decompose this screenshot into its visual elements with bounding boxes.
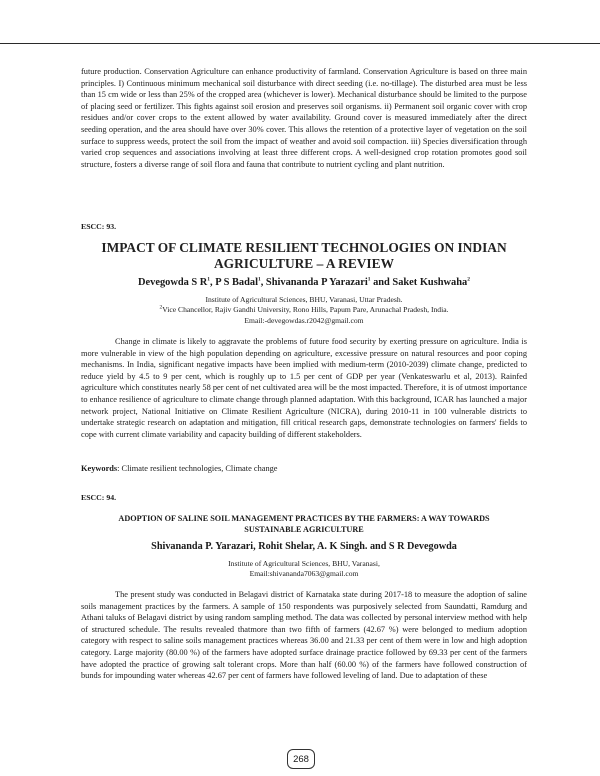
abstract-93-keywords <box>81 463 527 474</box>
abstract-93-id: ESCC: 93. <box>81 222 117 231</box>
affiliation-line-2-sup: 2 <box>159 304 163 311</box>
abstract-93-author-list <box>81 276 527 289</box>
abstract-93-title-line2: AGRICULTURE – A REVIEW <box>214 255 394 271</box>
author-1-sup: 1 <box>207 276 211 283</box>
abstract-94-author-list: Shivananda P. Yarazari, Rohit Shelar, A. K Singh. and S R Devegowda <box>151 541 457 552</box>
abstract-94-title <box>81 514 527 535</box>
abstract-93-body: Change in climate is likely to aggravate the problems of future food security by exerting pressure on agriculture. India is more vulnerable in view of the high population depending on agriculture, excessive pressure on natural resources and poor coping mechanisms. In India, significant negative impacts have been implied with medium-term (2010-2039) climate change, predicted to reduce yield by 4.5 to 9 per cent, which is roughly up to 1.5 per cent of GDP per year (Venkateswarlu et al, 2013). Rainfed agriculture which constitutes nearly 58 per cent of net cultivated area will be the most impacted. Therefore, it is of utmost importance to enhance resilience of agriculture to climate change through planned adaptation. With this background, ICAR has launched a major network project, National Initiative on Climate Resilient Agriculture (NICRA), during 2010-11 in 100 vulnerable districts to undertake strategic research on adaptation and mitigation, fill critical research gaps, demonstrate technologies on farmers' fields to cope with current climate variability and capacity building of different stakeholders. <box>81 337 527 439</box>
abstract-94-body: The present study was conducted in Belagavi district of Karnataka state during 2017-18 to measure the adoption of saline soils management practices by the farmers. A sample of 150 respondents was purposively selected from Saundatti, Ramdurg and Athani taluks of Belagavi district by using random sampling method. The data was collected by personal interview method with help of structured schedule. The results revealed thatmore than two fifth of farmers (42.67 %) were belonged to medium adoption category with respect to saline soils management practices whereas 36.00 and 21.33 per cent of them were in low and high adoption category. Large majority (80.00 %) of the farmers have adopted surface drainage practice followed by 69.33 per cent of the farmers have adopted the practice of growing salt tolerant crops. More than half (60.00 %) of the farmers have followed construction of bunds for impounding water whereas 42.67 per cent of farmers have followed leveling of land. Due to adaptation of these <box>81 590 527 681</box>
author-1: Devegowda S R <box>138 277 208 288</box>
abstract-94-authors <box>81 540 527 553</box>
abstract-93-email: Email:-devegowdas.r2042@gmail.com <box>244 315 364 325</box>
keywords-line <box>81 463 527 474</box>
abstract-94-email: Email:shivananda7063@gmail.com <box>249 569 359 579</box>
abstract-94-id: ESCC: 94. <box>81 493 117 502</box>
abstract-93-affiliation <box>81 295 527 326</box>
abstract-94-title-line2: SUSTAINABLE AGRICULTURE <box>244 524 364 534</box>
abstract-94-title-line1: ADOPTION OF SALINE SOIL MANAGEMENT PRACTICES BY THE FARMERS: A WAY TOWARDS <box>118 514 490 523</box>
keywords-text: : Climate resilient technologies, Climate change <box>117 464 278 473</box>
abstract-94-affiliation <box>81 559 527 580</box>
author-4: and Saket Kushwaha <box>370 277 468 288</box>
abstract-94 <box>81 493 527 503</box>
author-4-sup: 2 <box>467 276 470 283</box>
author-3: , Shivananda P Yarazari <box>260 277 368 288</box>
abstract-94-body-block <box>81 589 527 682</box>
abstract-93-authors <box>81 276 527 289</box>
abstract-94-affiliation-line: Institute of Agricultural Sciences, BHU, Varanasi, <box>228 559 380 568</box>
abstract-93-title <box>81 240 527 271</box>
intro-paragraph: future production. Conservation Agriculture can enhance productivity of farmland. Conservation Agriculture is based on three main principles. I) Continuous minimum mechanical soil disturbance with direct seeding (i.e. no-tillage). The disturbed area must be less than 15 cm wide or less than 25% of the cropped area (whichever is lower). Mechanical disturbance should be limited to the purpose of placing seed or fertilizer. This fights against soil erosion and preserves soil organisms. ii) Permanent soil organic cover with crop residues and/or cover crops to the extent allowed by water availability. Ground cover is measured immediately after the direct seeding operation, and the area should have over 30% cover. This allows the retention of a protective layer of vegetation on the soil surface to suppress weeds, protect the soil from the impact of weather and avoid soil compaction. iii) Species diversification through varied crop sequences and associations involving at least three different crops. A well-designed crop rotation promotes good soil structure, fosters a diverse range of soil flora and fauna that contribute to nutrient cycling and plant nutrition. <box>81 67 527 169</box>
intro-section <box>81 66 527 170</box>
author-2-sup: 1 <box>257 276 261 283</box>
keywords-label: Keywords <box>81 464 118 473</box>
abstract-93-title-line1: IMPACT OF CLIMATE RESILIENT TECHNOLOGIES ON INDIAN <box>101 240 507 255</box>
author-3-sup: 1 <box>367 276 371 283</box>
abstract-93-body-block <box>81 336 527 440</box>
header-rule <box>0 43 600 44</box>
affiliation-line-2-text: Vice Chancellor, Rajiv Gandhi University, Rono Hills, Papum Pare, Arunachal Pradesh, India. <box>162 305 449 315</box>
abstract-93 <box>81 222 527 232</box>
page-number: 268 <box>287 749 315 769</box>
author-2: , P S Badal <box>210 277 258 288</box>
affiliation-line-1: Institute of Agricultural Sciences, BHU, Varanasi, Uttar Pradesh. <box>205 295 403 304</box>
affiliation-line-2 <box>81 305 527 315</box>
